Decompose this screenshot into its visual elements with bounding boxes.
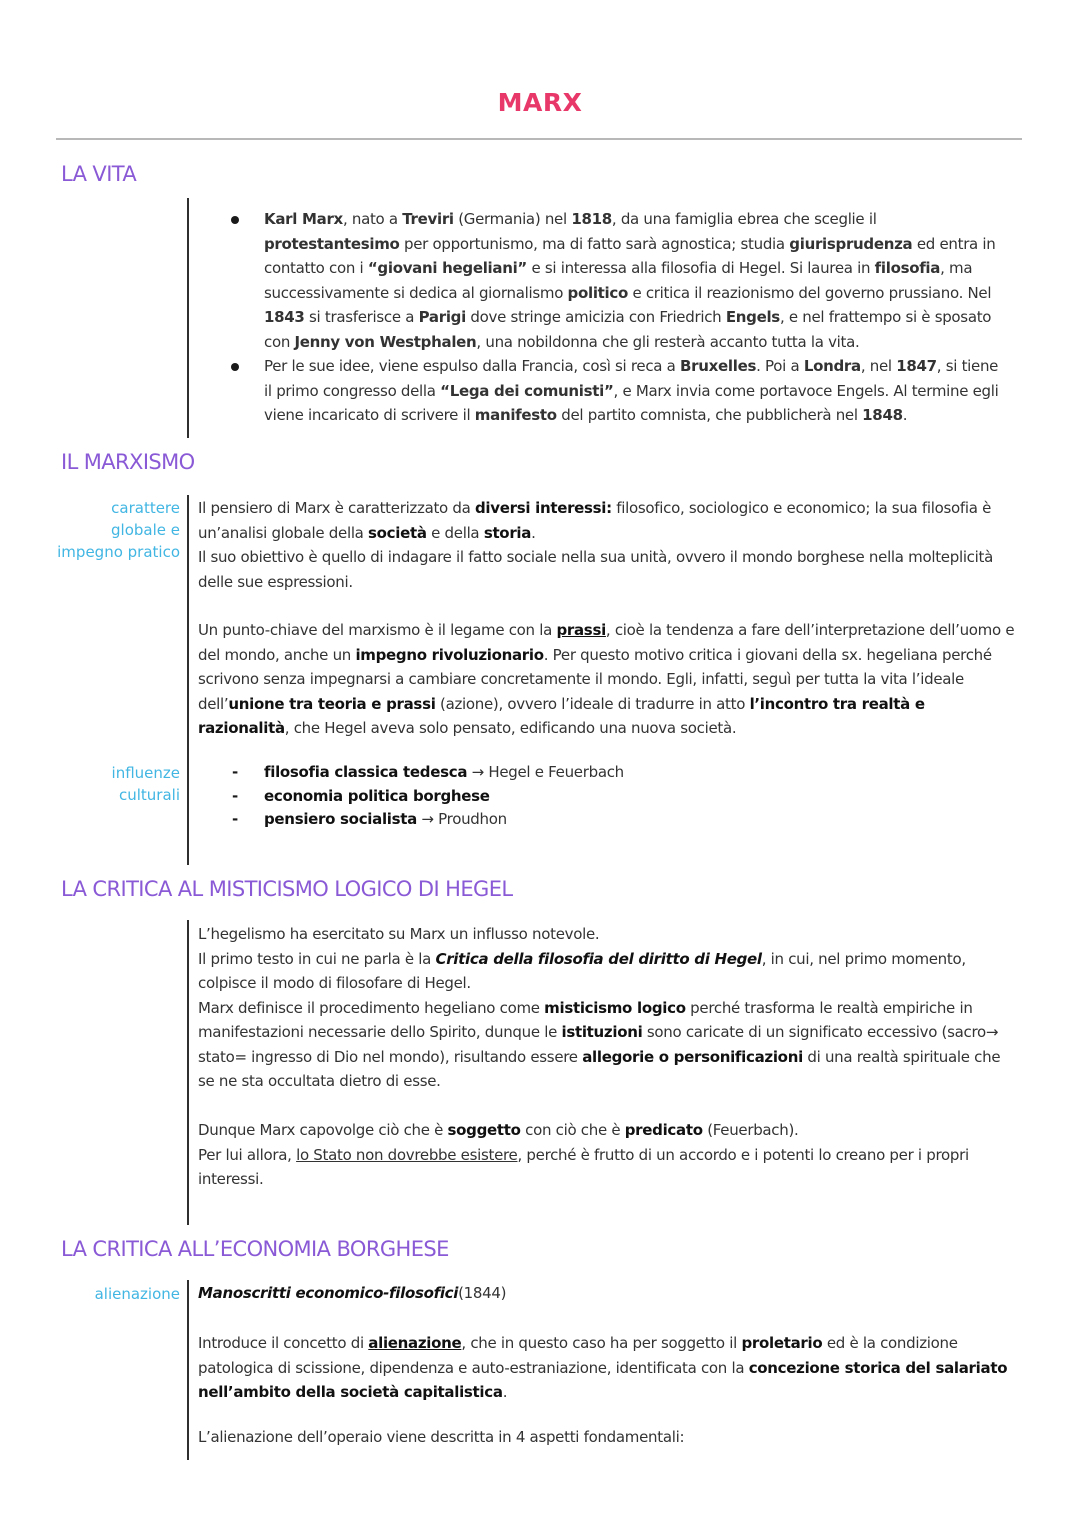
critica-economia-paragraph-2: L’alienazione dell’operaio viene descritta in 4 aspetti fondamentali:: [198, 1428, 685, 1446]
section-heading-critica-economia: LA CRITICA ALL’ECONOMIA BORGHESE: [61, 1237, 449, 1261]
margin-note-carattere: carattere globale e impegno pratico: [57, 499, 180, 561]
marxismo-paragraph-1: Il pensiero di Marx è caratterizzato da diversi interessi: filosofico, sociologico e economico; la sua filosofia è un’analisi globale della società e della storia. Il suo obiettivo è quello di indagare il fatto sociale nella sua unità, ovvero il mondo borghese nella molteplicità delle sue espressioni.: [198, 499, 993, 591]
critica-hegel-paragraph-1: L’hegelismo ha esercitato su Marx un influsso notevole. Il primo testo in cui ne parla è la Critica della filosofia del diritto di Hegel, in cui, nel primo momento, colpisce il modo di filosofare di Hegel. Marx definisce il procedimento hegeliano come misticismo logico perché trasforma le realtà empiriche in manifestazioni necessarie dello Spirito, dunque le istituzioni sono caricate di un significato eccessivo (sacro→ stato= ingresso di Dio nel mondo), risultando essere allegorie o personificazioni di una realtà spirituale che se ne sta occultata dietro di esse.: [198, 925, 1001, 1090]
margin-note-alienazione: alienazione: [94, 1285, 180, 1303]
work-title: Manoscritti economico-filosofici(1844): [198, 1284, 507, 1302]
section-heading-critica-hegel: LA CRITICA AL MISTICISMO LOGICO DI HEGEL: [61, 877, 513, 901]
margin-line: [187, 198, 189, 438]
critica-hegel-paragraph-2: Dunque Marx capovolge ciò che è soggetto con ciò che è predicato (Feuerbach). Per lui allora, lo Stato non dovrebbe esistere, perché è frutto di un accordo e i potenti lo creano per i propri interessi.: [198, 1121, 969, 1188]
list-item: Per le sue idee, viene espulso dalla Francia, così si reca a Bruxelles. Poi a Londra, nel 1847, si tiene il primo congresso della “Lega dei comunisti”, e Marx invia come portavoce Engels. Al termine egli viene incaricato di scrivere il manifesto del partito comnista, che pubblicherà nel 1848.: [228, 354, 1008, 428]
influences-list: [228, 761, 828, 832]
list-item: - pensiero socialista → Proudhon: [228, 808, 828, 832]
list-item: Karl Marx, nato a Treviri (Germania) nel 1818, da una famiglia ebrea che sceglie il protestantesimo per opportunismo, ma di fatto sarà agnostica; studia giurisprudenza ed entra in contatto con i “giovani hegeliani” e si interessa alla filosofia di Hegel. Si laurea in filosofia, ma successivamente si dedica al giornalismo politico e critica il reazionismo del governo prussiano. Nel 1843 si trasferisce a Parigi dove stringe amicizia con Friedrich Engels, e nel frattempo si è sposato con Jenny von Westphalen, una nobildonna che gli resterà accanto tutta la vita.: [228, 207, 1008, 354]
list-item: - economia politica borghese: [228, 785, 828, 809]
vita-list: [228, 207, 1008, 428]
section-heading-vita: LA VITA: [61, 162, 137, 186]
page-title: MARX: [497, 88, 583, 117]
margin-line: [187, 495, 189, 865]
section-heading-marxismo: IL MARXISMO: [61, 450, 195, 474]
critica-economia-paragraph-1: Introduce il concetto di alienazione, che in questo caso ha per soggetto il proletario ed è la condizione patologica di scissione, dipendenza e auto-estraniazione, identificata con la concezione storica del salariato nell’ambito della società capitalistica.: [198, 1334, 1008, 1401]
margin-line: [187, 1280, 189, 1460]
marxismo-paragraph-2: Un punto-chiave del marxismo è il legame con la prassi, cioè la tendenza a fare dell’interpretazione dell’uomo e del mondo, anche un impegno rivoluzionario. Per questo motivo critica i giovani della sx. hegeliana perché scrivono senza impegnarsi a cambiare concretamente il mondo. Egli, infatti, seguì per tutta la vita l’ideale dell’unione tra teoria e prassi (azione), ovvero l’ideale di tradurre in atto l’incontro tra realtà e razionalità, che Hegel aveva solo pensato, edificando una nuova società.: [198, 621, 1015, 737]
list-item: - filosofia classica tedesca → Hegel e Feuerbach: [228, 761, 828, 785]
title-divider: [56, 138, 1022, 140]
margin-note-influenze: influenze culturali: [111, 764, 180, 804]
margin-line: [187, 920, 189, 1225]
